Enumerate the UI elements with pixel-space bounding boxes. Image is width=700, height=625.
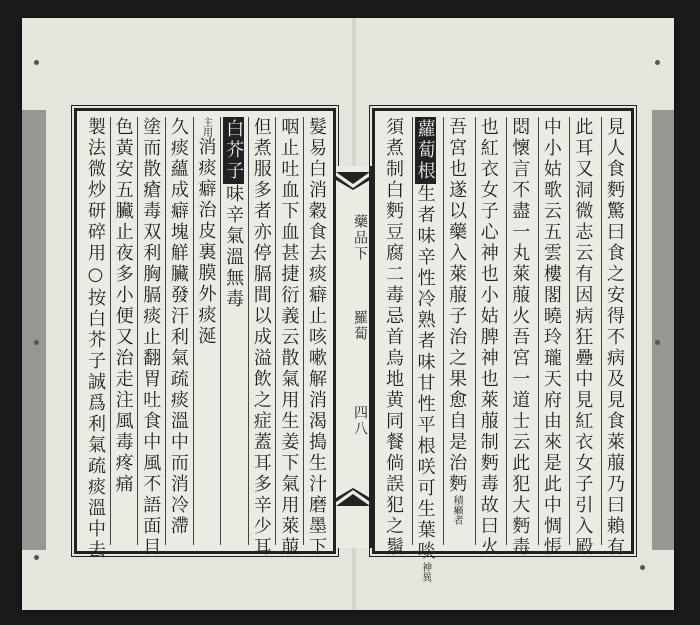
annotation: 神異 [419, 562, 431, 582]
text-column: 中小姑歌云五雲樓閣曉玲瓏天府由來是此中惆悵 [538, 117, 562, 545]
text-fragment: 生者味辛性冷熟者味甘性平根咲可生葉啖 [414, 184, 436, 562]
binding-hole [655, 60, 660, 65]
volume-label: 藥品下 [352, 214, 368, 262]
text-column: 悶懷言不盡一丸萊菔火吾宮一道士云此犯大麪毒 [506, 117, 530, 545]
text-column: 塗而散瘡毒双利胸膈痰止翻胃吐食中風不語面目 [137, 117, 161, 545]
text-column [193, 117, 217, 545]
left-page-frame [74, 108, 336, 561]
entry-heading: 白芥子 [223, 119, 245, 182]
text-column: 色黃安五臟止夜多小便又治走注風毒疼痛 [110, 117, 134, 545]
text-column: 見人食麪驚曰食之安得不病及見食萊菔乃曰賴有 [601, 117, 625, 545]
section-label: 羅蔔 [352, 310, 368, 342]
annotation: 主用 [200, 117, 212, 137]
page-number: 四八 [352, 405, 368, 437]
binding-hole [34, 340, 39, 345]
entry-heading: 蘿蔔根 [414, 119, 436, 182]
center-margin-strip [334, 166, 372, 548]
text-column: 咽止吐血下血甚捷衍義云散氣用生姜下氣用萊菔 [275, 117, 299, 545]
text-column [443, 117, 467, 545]
right-binding-edge [652, 110, 674, 550]
text-column: 但煮服多者亦停膈間以成溢飲之症蓋耳多辛少耳 [248, 117, 272, 545]
text-fragment: 味辛氣溫無毒 [223, 184, 245, 310]
annotation: 積癩者 [451, 495, 463, 525]
text-column [220, 117, 244, 545]
binding-hole [34, 60, 39, 65]
binding-hole [655, 340, 660, 345]
left-binding-edge [22, 110, 46, 550]
binding-hole [640, 565, 645, 570]
text-column: 也紅衣女子心神也小姑脾神也萊菔制麪毒故曰火 [475, 117, 499, 545]
text-column: 製法微炒研碎用○按白芥子誠爲利氣疏痰溫中去 [85, 117, 106, 561]
text-column: 此耳又洞微志云有因病狂疉中見紅衣女子引入殿 [569, 117, 593, 545]
right-page-frame [372, 108, 634, 582]
text-column [412, 117, 436, 582]
text-fragment: 吾宮也遂以藥入萊菔子治之果愈自是治麪 [446, 117, 468, 495]
left-page-text [83, 117, 327, 561]
text-column: 髮易白消穀食去痰癖止咳嗽解消渴搗生汁磨墨下 [303, 117, 327, 545]
text-fragment: 消痰癖治皮裏膜外痰涎 [195, 137, 217, 347]
right-page-text [381, 117, 625, 582]
fish-tail-mark-top [336, 172, 370, 190]
text-column: 久痰蘊成癖塊觧臟發汗利氣疏痰溫中而消冷滯 [165, 117, 189, 545]
fish-tail-mark-bottom [336, 488, 370, 506]
binding-hole [34, 555, 39, 560]
text-column: 須煮制白麪豆腐二毒忌首烏地黄同餐倘誤犯之鬚 [383, 117, 404, 558]
